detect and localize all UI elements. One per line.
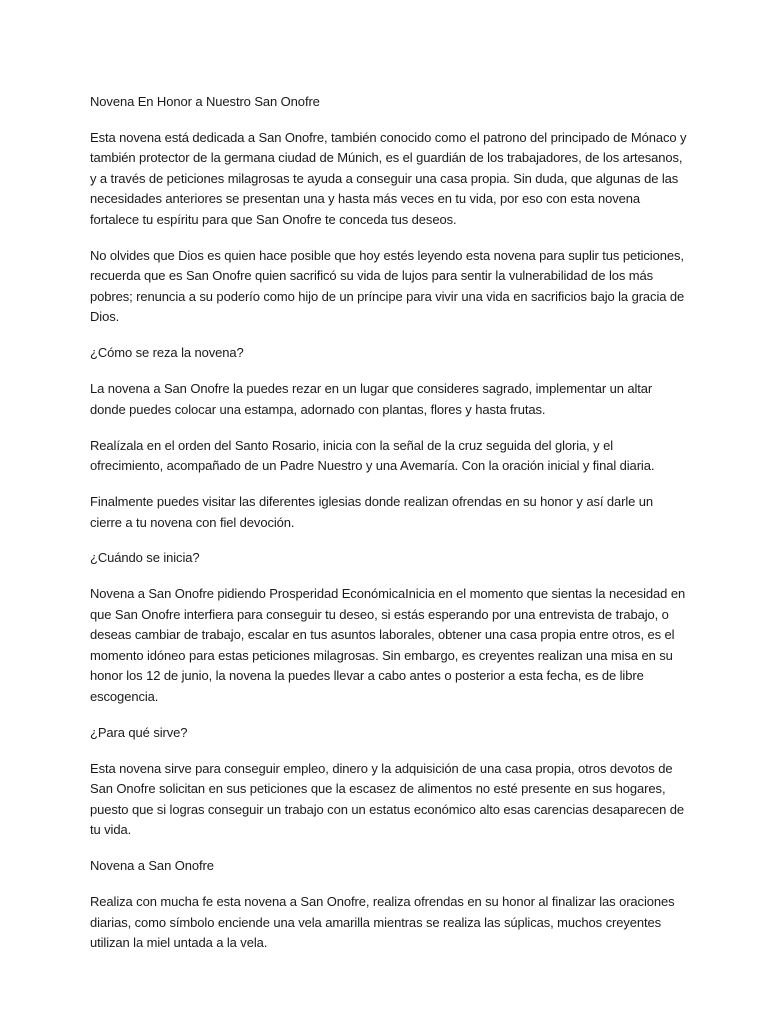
heading-cuando-se-inicia: ¿Cuándo se inicia? xyxy=(90,550,200,565)
heading-novena-san-onofre: Novena a San Onofre xyxy=(90,858,214,873)
paragraph-rezar: La novena a San Onofre la puedes rezar en un lugar que consideres sagrado, implementar un altar donde puedes colocar una estampa, adornado con plantas, flores y hasta frutas. xyxy=(90,381,653,417)
heading-para-que-sirve: ¿Para qué sirve? xyxy=(90,724,188,740)
paragraph-rosario: Realízala en el orden del Santo Rosario, inicia con la señal de la cruz seguida del gloria, y el ofrecimiento, acompañado de un Padre Nuestro y una Avemaría. Con la oración inicial y final diaria. xyxy=(90,437,655,473)
document-page xyxy=(90,92,688,954)
paragraph-empleo: Esta novena sirve para conseguir empleo, dinero y la adquisición de una casa propia, otros devotos de San Onofre solicitan en sus peticiones que la escasez de alimentos no esté presente en sus hogares, puesto que si logras conseguir un trabajo con un estatus económico alto esas carencias desaparecen de tu vida. xyxy=(90,760,685,837)
document-title: Novena En Honor a Nuestro San Onofre xyxy=(90,94,320,109)
heading-como-se-reza: ¿Cómo se reza la novena? xyxy=(90,345,244,360)
paragraph-iglesias: Finalmente puedes visitar las diferentes iglesias donde realizan ofrendas en su honor y así darle un cierre a tu novena con fiel devoción. xyxy=(90,494,654,530)
paragraph-intro: Esta novena está dedicada a San Onofre, también conocido como el patrono del principado de Mónaco y también protector de la germana ciudad de Múnich, es el guardián de los trabajadores, de los artesanos, y a través de peticiones milagrosas te ayuda a conseguir una casa propia. Sin duda, que algunas de las necesidades anteriores se presentan una y hasta más veces en tu vida, por eso con esta novena fortalece tu espíritu para que San Onofre te conceda tus deseos. xyxy=(90,129,687,227)
paragraph-ofrendas: Realiza con mucha fe esta novena a San Onofre, realiza ofrendas en su honor al finalizar las oraciones diarias, como símbolo enciende una vela amarilla mientras se realiza las súplicas, muchos creyentes utilizan la miel untada a la vela. xyxy=(90,894,675,950)
paragraph-dios: No olvides que Dios es quien hace posible que hoy estés leyendo esta novena para suplir tus peticiones, recuerda que es San Onofre quien sacrificó su vida de lujos para sentir la vulnerabilidad de los más pobres; renuncia a su poderío como hijo de un príncipe para vivir una vida en sacrificios bajo la gracia de Dios. xyxy=(90,247,685,324)
paragraph-prosperidad: Novena a San Onofre pidiendo Prosperidad EconómicaInicia en el momento que sientas la necesidad en que San Onofre interfiera para conseguir tu deseo, si estás esperando por una entrevista de trabajo, o deseas cambiar de trabajo, escalar en tus asuntos laborales, obtener una casa propia entre otros, es el momento idóneo para estas peticiones milagrosas. Sin embargo, es creyentes realizan una misa en su honor los 12 de junio, la novena la puedes llevar a cabo antes o posterior a esta fecha, es de libre escogencia. xyxy=(90,586,686,704)
